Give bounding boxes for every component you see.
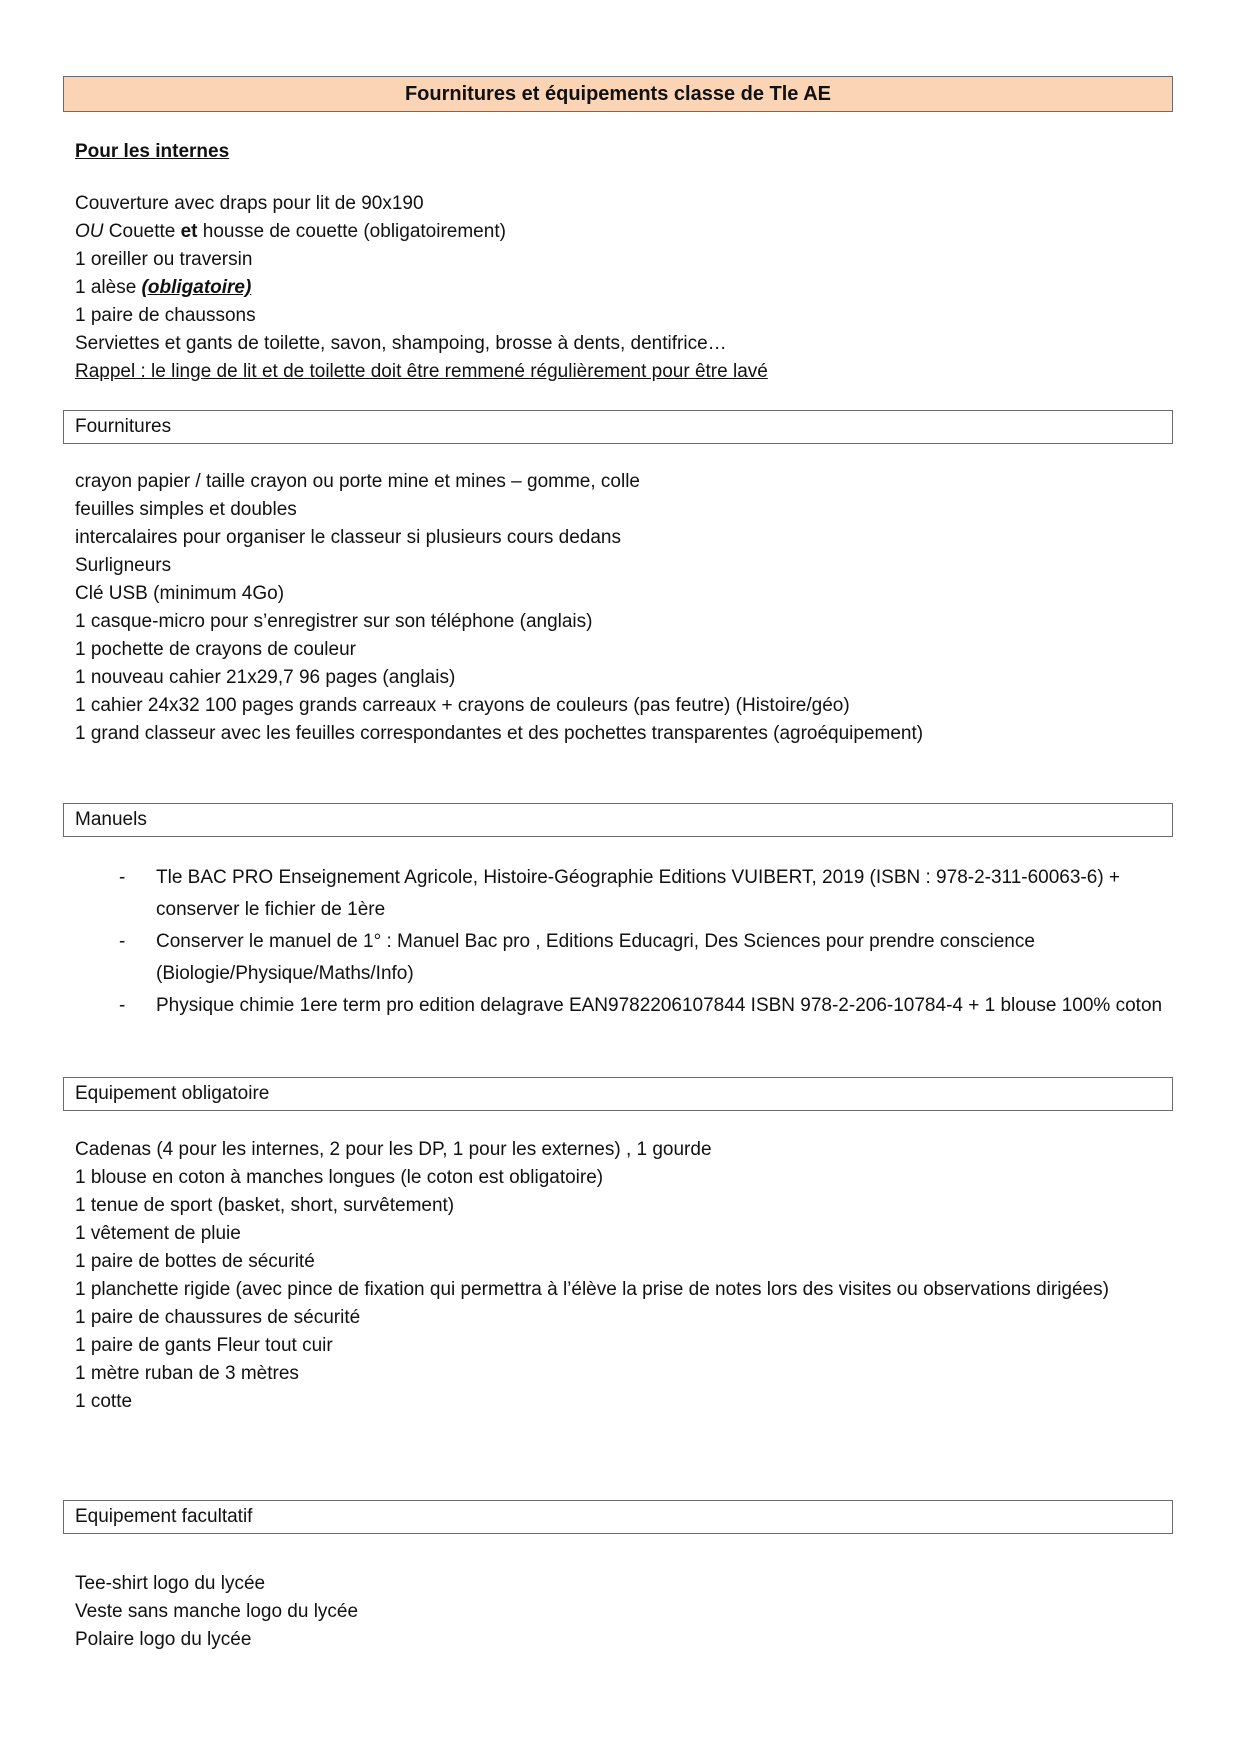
manuels-heading: Manuels [63,803,1173,837]
fournitures-list [75,468,1165,748]
list-item: 1 paire de gants Fleur tout cuir [75,1335,333,1356]
obligatoire-heading: Equipement obligatoire [63,1077,1173,1111]
manual-item [75,990,1165,1022]
list-item: 1 paire de chaussures de sécurité [75,1307,361,1328]
text-fragment: et [180,221,198,242]
document-title: Fournitures et équipements classe de Tle AE [63,76,1173,112]
list-item: 1 vêtement de pluie [75,1223,241,1244]
internes-line: 1 oreiller ou traversin [75,249,253,270]
list-item: 1 tenue de sport (basket, short, survêtement) [75,1195,455,1216]
obligatoire-emphasis: (obligatoire) [141,277,252,298]
internes-heading-block [75,138,1165,166]
bullet-dash: - [119,867,126,888]
list-item: 1 planchette rigide (avec pince de fixation qui permettra à l’élève la prise de notes lors des visites ou observations dirigées) [75,1279,1109,1300]
list-item: intercalaires pour organiser le classeur si plusieurs cours dedans [75,527,621,548]
list-item: 1 blouse en coton à manches longues (le coton est obligatoire) [75,1167,604,1188]
obligatoire-list [75,1136,1155,1416]
list-item: Clé USB (minimum 4Go) [75,583,285,604]
text-fragment: Couette [103,221,181,242]
manual-text: Tle BAC PRO Enseignement Agricole, Histoire-Géographie Editions VUIBERT, 2019 (ISBN : 978-2-311-60063-6) + conserver le fichier de 1ère [156,867,1121,920]
facultatif-list [75,1570,1165,1654]
list-item: 1 cotte [75,1391,133,1412]
list-item: 1 casque-micro pour s’enregistrer sur son téléphone (anglais) [75,611,593,632]
list-item: 1 pochette de crayons de couleur [75,639,356,660]
list-item: 1 cahier 24x32 100 pages grands carreaux + crayons de couleurs (pas feutre) (Histoire/géo) [75,695,850,716]
internes-line [75,218,1165,246]
list-item: 1 grand classeur avec les feuilles correspondantes et des pochettes transparentes (agroéquipement) [75,723,924,744]
internes-line: 1 paire de chaussons [75,305,256,326]
internes-list [75,190,1165,386]
list-item: 1 mètre ruban de 3 mètres [75,1363,299,1384]
list-item: Polaire logo du lycée [75,1629,252,1650]
list-item: crayon papier / taille crayon ou porte mine et mines – gomme, colle [75,471,640,492]
bullet-dash: - [119,995,126,1016]
manual-item [75,926,1165,990]
internes-heading: Pour les internes [75,141,230,162]
manuels-list [75,862,1165,1022]
list-item: feuilles simples et doubles [75,499,297,520]
manual-text: Conserver le manuel de 1° : Manuel Bac pro , Editions Educagri, Des Sciences pour prendre conscience (Biologie/Physique/Maths/Info) [156,931,1035,984]
facultatif-heading: Equipement facultatif [63,1500,1173,1534]
list-item: 1 paire de bottes de sécurité [75,1251,315,1272]
list-item: Veste sans manche logo du lycée [75,1601,359,1622]
internes-line [75,274,1165,302]
internes-line: Couverture avec draps pour lit de 90x190 [75,193,424,214]
text-fragment: OU [75,221,104,242]
list-item: Cadenas (4 pour les internes, 2 pour les DP, 1 pour les externes) , 1 gourde [75,1139,712,1160]
list-item: Tee-shirt logo du lycée [75,1573,266,1594]
internes-line: Serviettes et gants de toilette, savon, shampoing, brosse à dents, dentifrice… [75,333,727,354]
manual-text: Physique chimie 1ere term pro edition delagrave EAN9782206107844 ISBN 978-2-206-10784-4 + 1 blouse 100% coton [156,995,1163,1016]
rappel-note: Rappel : le linge de lit et de toilette doit être remmené régulièrement pour être lavé [75,361,768,382]
text-fragment: housse de couette (obligatoirement) [197,221,506,242]
fournitures-heading: Fournitures [63,410,1173,444]
text-fragment: 1 alèse [75,277,142,298]
list-item: Surligneurs [75,555,172,576]
bullet-dash: - [119,931,126,952]
manual-item [75,862,1165,926]
list-item: 1 nouveau cahier 21x29,7 96 pages (anglais) [75,667,456,688]
